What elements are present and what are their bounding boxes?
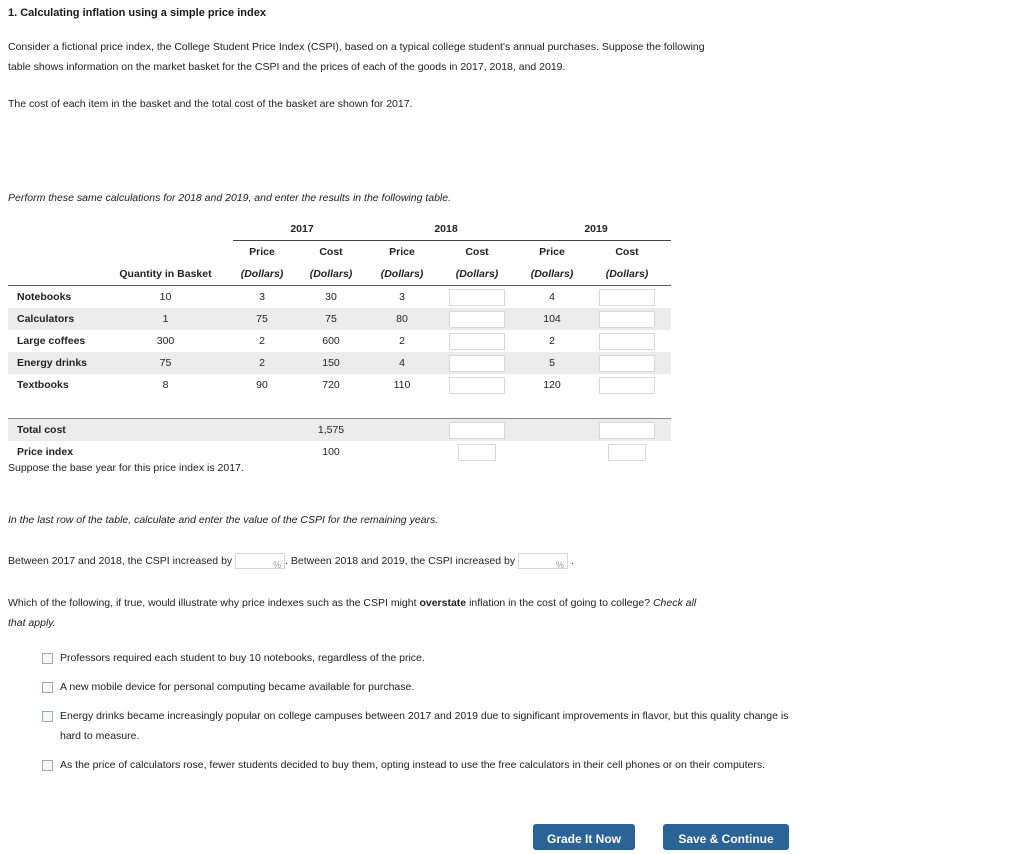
option-notebooks[interactable]: Professors required each student to buy 10 notebooks, regardless of the price. <box>44 648 804 668</box>
total-cost-row: Total cost 1,575 <box>8 419 671 442</box>
option-energy-drinks[interactable]: Energy drinks became increasingly popular on college campuses between 2017 and 2019 due to significant improvements in flavor, but this quality change is hard to measure. <box>44 706 804 746</box>
cspi-table <box>8 218 671 463</box>
grade-it-now-button[interactable]: Grade It Now <box>533 824 635 850</box>
last-row-note: In the last row of the table, calculate and enter the value of the CSPI for the remaining years. <box>8 514 439 526</box>
question-title: 1. Calculating inflation using a simple price index <box>8 7 266 19</box>
cost-2019-input[interactable] <box>599 333 655 350</box>
checkbox[interactable] <box>42 682 53 693</box>
table-row: Notebooks 10 3 30 3 4 <box>8 286 671 309</box>
price-header: Price <box>389 246 415 258</box>
cost-2018-input[interactable] <box>449 333 505 350</box>
dollars-label: (Dollars) <box>433 263 521 286</box>
price-header: Price <box>249 246 275 258</box>
base-year-note: Suppose the base year for this price index is 2017. <box>8 462 244 474</box>
cost-2019-input[interactable] <box>599 355 655 372</box>
year-2018-header: 2018 <box>371 218 521 241</box>
year-2019-header: 2019 <box>521 218 671 241</box>
cost-header: Cost <box>465 246 489 258</box>
price-index-row: Price index 100 <box>8 441 671 463</box>
checkbox[interactable] <box>42 760 53 771</box>
quantity-header: Quantity in Basket <box>98 263 233 286</box>
table-row: Large coffees 300 2 600 2 2 <box>8 330 671 352</box>
dollars-label: (Dollars) <box>291 263 371 286</box>
cost-2018-input[interactable] <box>449 289 505 306</box>
checkbox[interactable] <box>42 711 53 722</box>
table-row: Textbooks 8 90 720 110 120 <box>8 374 671 396</box>
dollars-label: (Dollars) <box>521 263 583 286</box>
increase-sentence: Between 2017 and 2018, the CSPI increased by % . Between 2018 and 2019, the CSPI increased by % . <box>8 555 574 571</box>
option-calculators[interactable]: As the price of calculators rose, fewer students decided to buy them, opting instead to use the free calculators in their cell phones or on their computers. <box>44 755 804 775</box>
table-row: Calculators 1 75 75 80 104 <box>8 308 671 330</box>
perform-note: Perform these same calculations for 2018 and 2019, and enter the results in the following table. <box>8 192 452 204</box>
year-2017-header: 2017 <box>233 218 371 241</box>
cost-2019-input[interactable] <box>599 377 655 394</box>
cost-note: The cost of each item in the basket and the total cost of the basket are shown for 2017. <box>8 98 413 110</box>
cost-header: Cost <box>615 246 639 258</box>
increase-2019-input[interactable]: % <box>518 553 568 569</box>
total-2019-input[interactable] <box>599 422 655 439</box>
cost-2019-input[interactable] <box>599 289 655 306</box>
save-continue-button[interactable]: Save & Continue <box>663 824 789 850</box>
overstate-question: Which of the following, if true, would illustrate why price indexes such as the CSPI might overstate inflation in the cost of going to college? Check all that apply. <box>8 597 697 629</box>
increase-2018-input[interactable]: % <box>235 553 285 569</box>
cost-2018-input[interactable] <box>449 311 505 328</box>
dollars-label: (Dollars) <box>371 263 433 286</box>
cost-2019-input[interactable] <box>599 311 655 328</box>
option-mobile-device[interactable]: A new mobile device for personal computing became available for purchase. <box>44 677 804 697</box>
cost-2018-input[interactable] <box>449 355 505 372</box>
cost-2018-input[interactable] <box>449 377 505 394</box>
dollars-label: (Dollars) <box>233 263 291 286</box>
dollars-label: (Dollars) <box>583 263 671 286</box>
intro-paragraph: Consider a fictional price index, the College Student Price Index (CSPI), based on a typical college student's annual purchases. Suppose the following table shows information on the market basket for the CSPI and the prices of each of the goods in 2017, 2018, and 2019. <box>8 41 705 73</box>
cost-header: Cost <box>319 246 343 258</box>
total-2018-input[interactable] <box>449 422 505 439</box>
checkbox[interactable] <box>42 653 53 664</box>
price-header: Price <box>539 246 565 258</box>
table-row: Energy drinks 75 2 150 4 5 <box>8 352 671 374</box>
